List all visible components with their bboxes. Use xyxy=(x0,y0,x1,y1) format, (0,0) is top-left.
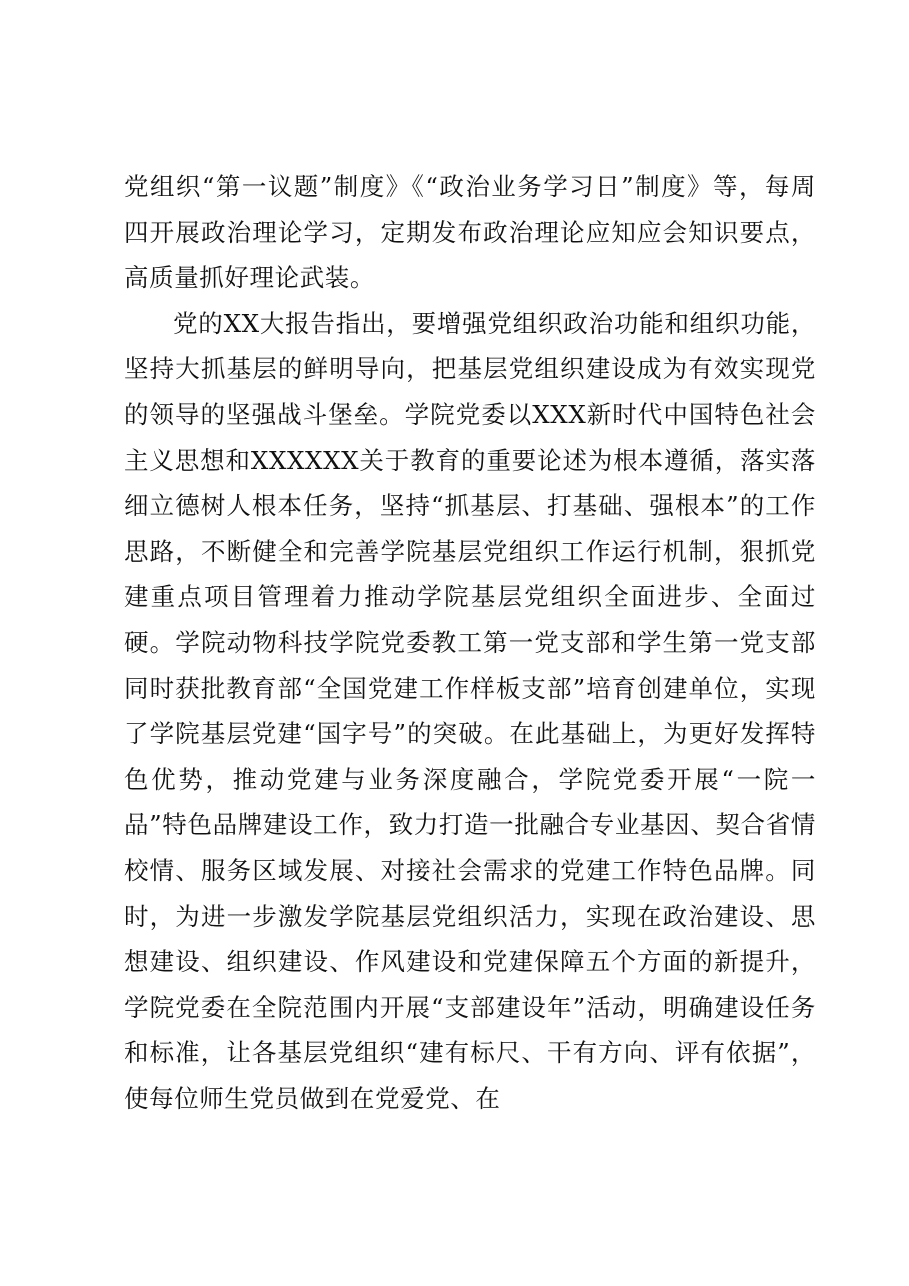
paragraph-party-building: 党的XX大报告指出，要增强党组织政治功能和组织功能，坚持大抓基层的鲜明导向，把基层党组织建设成为有效实现党的领导的坚强战斗堡垒。学院党委以XXX新时代中国特色社会主义思想和XXXXXX关于教育的重要论述为根本遵循，落实落细立德树人根本任务，坚持“抓基层、打基础、强根本”的工作思路，不断健全和完善学院基层党组织工作运行机制，狠抓党建重点项目管理着力推动学院基层党组织全面进步、全面过硬。学院动物科技学院党委教工第一党支部和学生第一党支部同时获批教育部“全国党建工作样板支部”培育创建单位，实现了学院基层党建“国字号”的突破。在此基础上，为更好发挥特色优势，推动党建与业务深度融合，学院党委开展“一院一品”特色品牌建设工作，致力打造一批融合专业基因、契合省情校情、服务区域发展、对接社会需求的党建工作特色品牌。同时，为进一步激发学院基层党组织活力，实现在政治建设、思想建设、组织建设、作风建设和党建保障五个方面的新提升，学院党委在全院范围内开展“支部建设年”活动，明确建设任务和标准，让各基层党组织“建有标尺、干有方向、评有依据”，使每位师生党员做到在党爱党、在 xyxy=(124,308,816,1113)
body-text xyxy=(124,164,816,1121)
paragraph-continued: 党组织“第一议题”制度》《“政治业务学习日”制度》等，每周四开展政治理论学习，定期发布政治理论应知应会知识要点，高质量抓好理论武装。 xyxy=(124,172,816,293)
